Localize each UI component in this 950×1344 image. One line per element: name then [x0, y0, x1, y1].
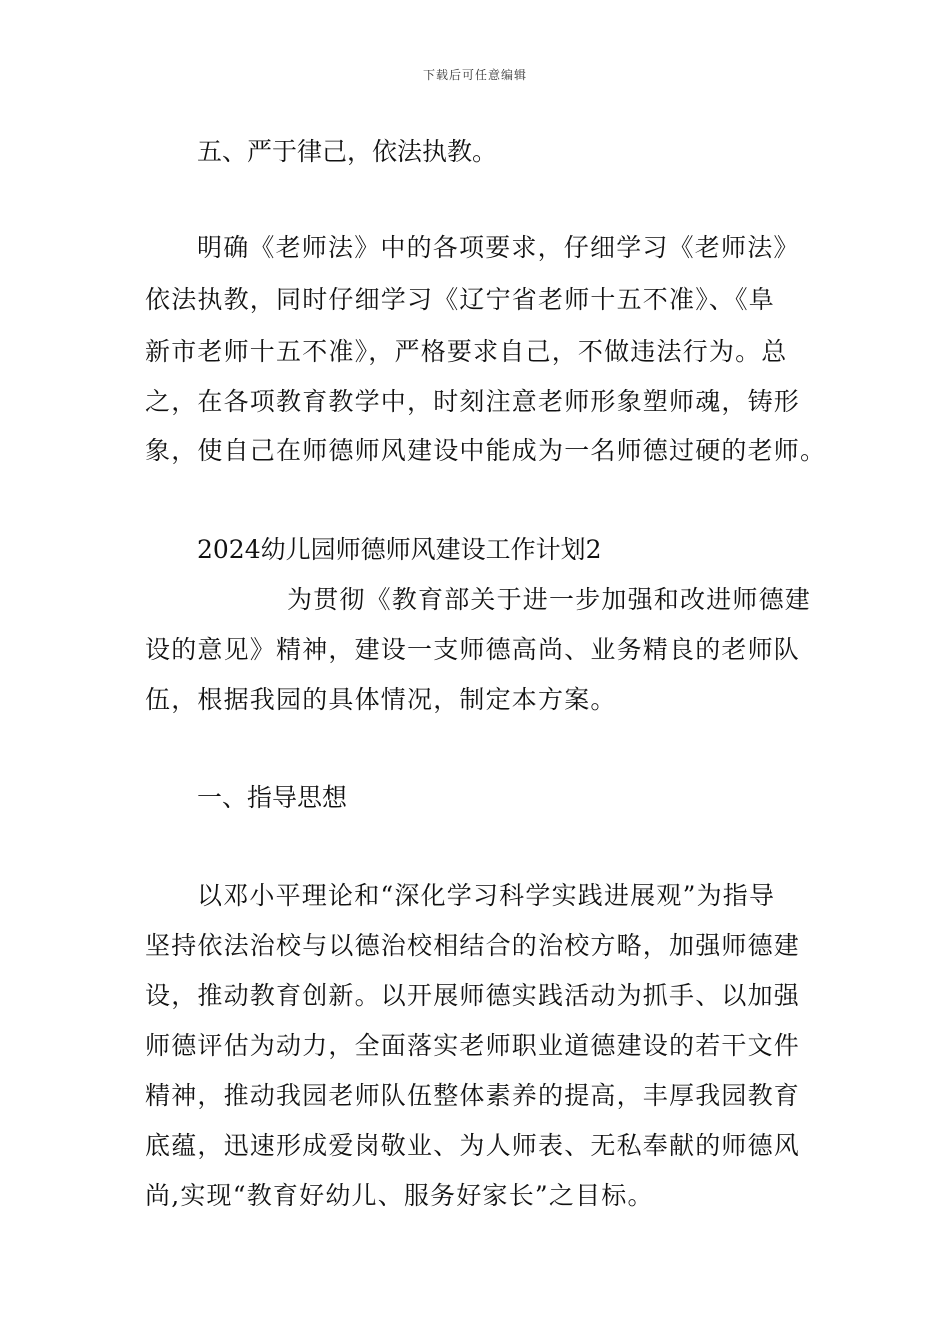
paragraph-line: 坚持依法治校与以德治校相结合的治校方略，加强师德建 [145, 931, 801, 960]
paragraph-line: 师德评估为动力，全面落实老师职业道德建设的若干文件 [145, 1031, 801, 1060]
paragraph-line: 底蕴，迅速形成爱岗敬业、为人师表、无私奉献的师德风 [145, 1131, 801, 1160]
paragraph-line: 明确《老师法》中的各项要求，仔细学习《老师法》 [197, 233, 800, 262]
paragraph-line: 为贯彻《教育部关于进一步加强和改进师德建 [287, 585, 812, 614]
plan-title: 2024幼儿园师德师风建设工作计划2 [197, 535, 602, 564]
paragraph-line: 精神，推动我园老师队伍整体素养的提高，丰厚我园教育 [145, 1081, 801, 1110]
page-header-note: 下载后可任意编辑 [422, 68, 527, 82]
section-heading-1: 一、指导思想 [197, 783, 348, 812]
paragraph-line: 以邓小平理论和“深化学习科学实践进展观”为指导 [197, 881, 776, 910]
paragraph-line: 新市老师十五不准》，严格要求自己，不做违法行为。总 [145, 337, 788, 366]
paragraph-line: 之，在各项教育教学中，时刻注意老师形象塑师魂，铸形 [145, 387, 801, 416]
section-heading-5: 五、严于律己，依法执教。 [197, 137, 498, 166]
paragraph-line: 尚,实现“教育好幼儿、服务好家长”之目标。 [145, 1181, 654, 1210]
paragraph-line: 象，使自己在师德师风建设中能成为一名师德过硬的老师。 [145, 436, 827, 465]
paragraph-line: 设，推动教育创新。以开展师德实践活动为抓手、以加强 [145, 981, 801, 1010]
paragraph-line: 依法执教，同时仔细学习《辽宁省老师十五不准》、《阜 [145, 285, 776, 314]
paragraph-line: 伍，根据我园的具体情况，制定本方案。 [145, 685, 617, 714]
paragraph-line: 设的意见》精神，建设一支师德高尚、业务精良的老师队 [145, 635, 801, 664]
